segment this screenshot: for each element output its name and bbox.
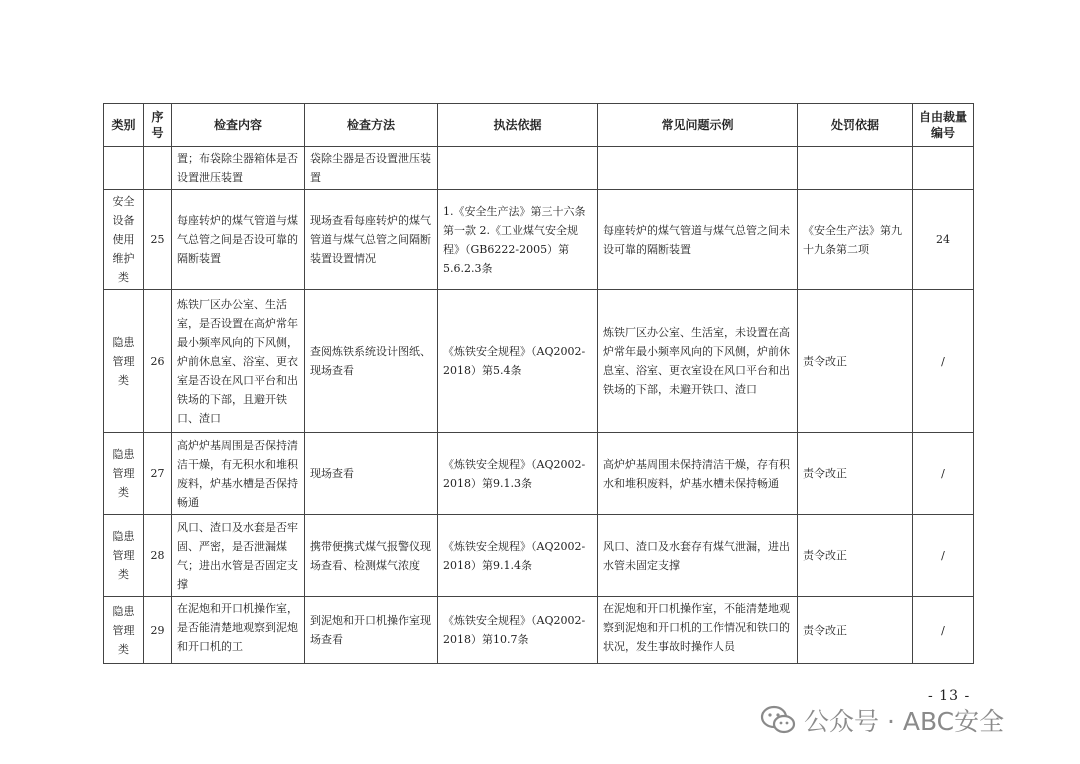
- table-row: [104, 147, 974, 190]
- row-category: 隐患管理类: [104, 290, 144, 433]
- row-content: 置；布袋除尘器箱体是否设置泄压装置: [172, 147, 305, 190]
- table-row: [104, 290, 974, 433]
- table-row: [104, 597, 974, 664]
- row-penalty: 责令改正: [798, 597, 913, 664]
- row-content: 炼铁厂区办公室、生活室，是否设置在高炉常年最小频率风向的下风侧，炉前休息室、浴室、更衣室是否设在风口平台和出铁场的下部，且避开铁口、渣口: [172, 290, 305, 433]
- row-method: 携带便携式煤气报警仪现场查看、检测煤气浓度: [305, 515, 438, 597]
- row-basis: 《炼铁安全规程》（AQ2002-2018）第9.1.4条: [438, 515, 598, 597]
- row-penalty: 责令改正: [798, 290, 913, 433]
- row-content: 风口、渣口及水套是否牢固、严密，是否泄漏煤气；进出水管是否固定支撑: [172, 515, 305, 597]
- header-legal-basis: 执法依据: [438, 104, 598, 147]
- wechat-watermark: [760, 702, 1004, 738]
- inspection-table: [103, 103, 974, 664]
- row-code: 24: [913, 190, 974, 290]
- row-penalty: [798, 147, 913, 190]
- inspection-table-container: [103, 103, 973, 664]
- watermark-text: 公众号 · ABC安全: [804, 707, 1005, 736]
- row-number: 25: [144, 190, 172, 290]
- row-code: /: [913, 597, 974, 664]
- row-example: 炼铁厂区办公室、生活室，未设置在高炉常年最小频率风向的下风侧，炉前休息室、浴室、更衣室设在风口平台和出铁场的下部，未避开铁口、渣口: [598, 290, 798, 433]
- header-method: 检查方法: [305, 104, 438, 147]
- row-number: 27: [144, 433, 172, 515]
- row-category: 隐患管理类: [104, 515, 144, 597]
- table-row: [104, 515, 974, 597]
- table-row: [104, 433, 974, 515]
- row-code: /: [913, 433, 974, 515]
- row-code: [913, 147, 974, 190]
- header-discretion-code: 自由裁量编号: [913, 104, 974, 147]
- header-serial-no: 序号: [144, 104, 172, 147]
- row-method: 查阅炼铁系统设计图纸、现场查看: [305, 290, 438, 433]
- header-category: 类别: [104, 104, 144, 147]
- row-content: 在泥炮和开口机操作室，是否能清楚地观察到泥炮和开口机的工: [172, 597, 305, 664]
- row-number: 28: [144, 515, 172, 597]
- row-method: 现场查看每座转炉的煤气管道与煤气总管之间隔断装置设置情况: [305, 190, 438, 290]
- header-content: 检查内容: [172, 104, 305, 147]
- row-example: 高炉炉基周围未保持清洁干燥，存有积水和堆积废料，炉基水槽未保持畅通: [598, 433, 798, 515]
- row-number: 26: [144, 290, 172, 433]
- row-content: 每座转炉的煤气管道与煤气总管之间是否设可靠的隔断装置: [172, 190, 305, 290]
- wechat-icon: [760, 705, 796, 735]
- row-basis: 《炼铁安全规程》（AQ2002-2018）第5.4条: [438, 290, 598, 433]
- row-number: [144, 147, 172, 190]
- row-penalty: 责令改正: [798, 515, 913, 597]
- header-common-problems: 常见问题示例: [598, 104, 798, 147]
- row-number: 29: [144, 597, 172, 664]
- row-method: 到泥炮和开口机操作室现场查看: [305, 597, 438, 664]
- row-example: 在泥炮和开口机操作室，不能清楚地观察到泥炮和开口机的工作情况和铁口的状况，发生事故时操作人员: [598, 597, 798, 664]
- row-basis: [438, 147, 598, 190]
- header-penalty-basis: 处罚依据: [798, 104, 913, 147]
- table-row: [104, 190, 974, 290]
- row-penalty: 责令改正: [798, 433, 913, 515]
- row-penalty: 《安全生产法》第九十九条第二项: [798, 190, 913, 290]
- row-example: 每座转炉的煤气管道与煤气总管之间未设可靠的隔断装置: [598, 190, 798, 290]
- row-category: 隐患管理类: [104, 433, 144, 515]
- row-basis: 《炼铁安全规程》（AQ2002-2018）第9.1.3条: [438, 433, 598, 515]
- table-header-row: [104, 104, 974, 147]
- row-basis: 《炼铁安全规程》（AQ2002-2018）第10.7条: [438, 597, 598, 664]
- row-category: [104, 147, 144, 190]
- page-number: - 13 -: [928, 688, 971, 704]
- row-example: [598, 147, 798, 190]
- row-example: 风口、渣口及水套存有煤气泄漏，进出水管未固定支撑: [598, 515, 798, 597]
- row-method: 现场查看: [305, 433, 438, 515]
- row-category: 隐患管理类: [104, 597, 144, 664]
- row-basis: 1.《安全生产法》第三十六条第一款 2.《工业煤气安全规程》（GB6222-2005）第5.6.2.3条: [438, 190, 598, 290]
- row-category: 安全设备使用维护类: [104, 190, 144, 290]
- row-code: /: [913, 515, 974, 597]
- row-content: 高炉炉基周围是否保持清洁干燥，有无积水和堆积废料，炉基水槽是否保持畅通: [172, 433, 305, 515]
- row-code: /: [913, 290, 974, 433]
- row-method: 袋除尘器是否设置泄压装置: [305, 147, 438, 190]
